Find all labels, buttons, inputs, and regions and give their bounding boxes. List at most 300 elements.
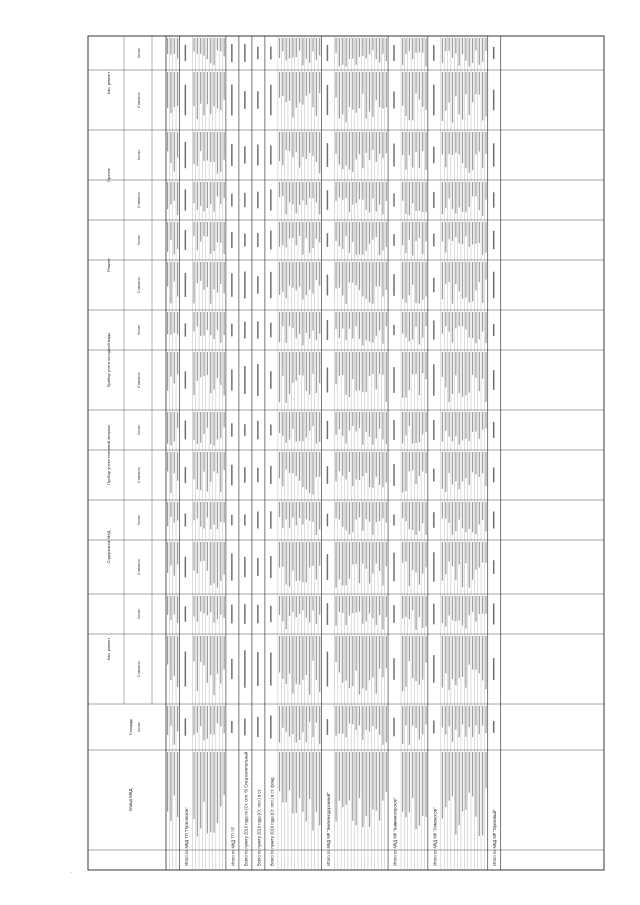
cell-ink [210,222,211,254]
cell-ink [279,38,280,58]
cell-ink [319,452,320,477]
cell-ink [316,72,317,116]
cell-ink [197,596,198,622]
cell-ink [174,262,175,281]
cell-ink [352,38,353,59]
total-cell-ink [231,369,233,390]
cell-ink [369,132,370,160]
cell-ink [289,636,290,673]
cell-ink [309,312,310,339]
cell-ink [422,596,423,628]
cell-ink [356,262,357,285]
cell-ink [472,706,473,737]
cell-ink [422,752,423,816]
total-cell-ink [270,652,272,685]
total-cell-ink [493,604,495,625]
cell-ink [419,706,420,739]
cell-ink [174,706,175,745]
cell-ink [442,222,443,241]
cell-ink [167,596,168,615]
total-cell-ink [493,90,495,111]
cell-ink [412,502,413,530]
cell-ink [479,706,480,734]
cell-ink [292,452,293,473]
total-cell-ink [493,721,495,733]
cell-ink [382,452,383,487]
cell-ink [279,596,280,615]
total-cell-ink [270,556,272,578]
cell-ink [289,412,290,440]
cell-ink [426,132,427,170]
cell-ink [217,352,218,378]
cell-ink [412,452,413,470]
cell-ink [359,542,360,583]
cell-ink [207,752,208,834]
cell-ink [282,752,283,802]
cell-ink [362,312,363,345]
cell-ink [402,182,403,201]
cell-ink [472,312,473,338]
cell-ink [426,312,427,326]
cell-ink [197,752,198,837]
cell-ink [174,636,175,676]
cell-ink [369,636,370,680]
cell-ink [379,412,380,429]
cell-ink [309,352,310,395]
cell-ink [279,706,280,743]
cell-ink [167,312,168,334]
cell-ink [319,412,320,442]
cell-ink [359,752,360,798]
cell-ink [462,312,463,326]
cell-ink [379,262,380,286]
cell-ink [415,596,416,630]
total-cell-ink [493,658,495,680]
cell-ink [342,636,343,683]
cell-ink [485,596,486,614]
cell-ink [306,38,307,59]
cell-ink [462,706,463,724]
cell-ink [422,222,423,254]
cell-ink [412,182,413,203]
cell-ink [342,752,343,807]
cell-ink [462,752,463,811]
cell-ink [405,182,406,214]
cell-ink [312,182,313,198]
cell-ink [422,182,423,212]
cell-ink [349,636,350,688]
cell-ink [299,706,300,740]
cell-ink [412,72,413,120]
cell-ink [452,312,453,343]
cell-ink [445,542,446,574]
cell-ink [346,502,347,530]
cell-ink [339,706,340,733]
cell-ink [203,452,204,472]
cell-ink [452,72,453,123]
cell-ink [372,222,373,240]
cell-ink [352,596,353,613]
cell-ink [485,752,486,788]
header-group: Прочие [106,168,111,182]
header-subcolumn: Стоимость [137,277,141,293]
cell-ink [342,262,343,295]
cell-ink [412,596,413,610]
cell-ink [405,262,406,303]
cell-ink [475,752,476,817]
cell-ink [485,352,486,402]
cell-ink [214,452,215,471]
cell-ink [203,412,204,434]
cell-ink [369,352,370,376]
cell-ink [282,502,283,528]
cell-ink [200,182,201,206]
cell-ink [217,542,218,588]
cell-ink [312,752,313,830]
cell-ink [177,312,178,334]
cell-ink [200,412,201,443]
cell-ink [296,596,297,617]
cell-ink [356,452,357,479]
cell-ink [366,412,367,432]
cell-ink [210,452,211,482]
cell-ink [349,222,350,253]
cell-ink [422,262,423,300]
header-subcolumn: Стоимость [137,467,141,483]
cell-ink [415,132,416,152]
cell-ink [177,38,178,58]
section-total-label: Итого по МКД ТП "Л" [230,826,236,866]
cell-ink [319,706,320,744]
header-subcolumn: Кол-во [137,235,141,245]
cell-ink [279,752,280,791]
cell-ink [279,412,280,433]
cell-ink [386,706,387,742]
cell-ink [402,352,403,398]
cell-ink [339,262,340,288]
cell-ink [174,352,175,384]
cell-ink [217,502,218,529]
cell-ink [465,132,466,168]
cell-ink [362,752,363,827]
cell-ink [339,72,340,118]
cell-ink [203,752,204,802]
cell-ink [479,72,480,95]
cell-ink [412,352,413,374]
cell-ink [339,752,340,801]
cell-ink [376,412,377,438]
cell-ink [170,312,171,335]
total-cell-ink [231,273,233,296]
cell-ink [167,452,168,471]
total-cell-ink [244,424,246,436]
cell-ink [366,752,367,816]
cell-ink [405,38,406,54]
cell-ink [415,262,416,303]
cell-ink [359,132,360,154]
total-cell-ink [257,192,259,209]
cell-ink [472,72,473,102]
cell-ink [302,752,303,812]
cell-ink [286,352,287,403]
section-total-label: Итого по МКД МР "Ореховый" [492,809,498,866]
cell-ink [455,182,456,214]
cell-ink [475,312,476,343]
cell-ink [419,502,420,531]
cell-ink [224,222,225,254]
total-cell-ink [270,371,272,389]
header-group: Кап. ремонт [106,637,111,661]
cell-ink [286,706,287,732]
cell-ink [170,452,171,493]
cell-ink [382,262,383,296]
total-cell-ink [327,514,329,527]
cell-ink [462,452,463,481]
cell-ink [224,312,225,335]
cell-ink [445,72,446,111]
cell-ink [203,262,204,290]
total-cell-ink [185,651,187,686]
cell-ink [379,596,380,615]
cell-ink [207,452,208,492]
cell-ink [306,182,307,205]
cell-ink [415,222,416,241]
cell-ink [366,38,367,58]
cell-ink [339,222,340,246]
section-total-label: Всего по пункту 2016 года (Ст. опл.) в ст. фонд [269,777,275,866]
cell-ink [359,182,360,199]
cell-ink [282,452,283,486]
cell-ink [306,752,307,822]
cell-ink [292,132,293,157]
section-total-label: Всего по пункту 2015 года по (Ст. опл. б) Спец-капитальный [243,751,249,866]
header-group: Содержание МКД [106,530,111,564]
cell-ink [200,312,201,336]
cell-ink [475,706,476,725]
cell-ink [214,38,215,65]
cell-ink [459,636,460,678]
cell-ink [220,412,221,438]
cell-ink [359,312,360,339]
cell-ink [376,312,377,336]
cell-ink [409,352,410,390]
cell-ink [465,636,466,688]
cell-ink [302,706,303,732]
cell-ink [289,132,290,151]
cell-ink [342,38,343,65]
cell-ink [302,38,303,65]
cell-ink [359,502,360,517]
cell-ink [292,596,293,612]
cell-ink [177,412,178,428]
cell-ink [177,132,178,158]
cell-ink [312,596,313,610]
cell-ink [217,262,218,293]
cell-ink [462,636,463,677]
cell-ink [356,72,357,113]
cell-ink [359,596,360,612]
cell-ink [449,352,450,402]
cell-ink [282,412,283,436]
cell-ink [462,132,463,163]
cell-ink [177,452,178,481]
cell-ink [319,72,320,93]
cell-ink [482,452,483,473]
cell-ink [469,636,470,665]
cell-ink [339,542,340,579]
cell-ink [302,636,303,680]
cell-ink [200,752,201,829]
cell-ink [372,752,373,809]
cell-ink [210,706,211,734]
cell-ink [309,262,310,289]
total-cell-ink [493,468,495,483]
cell-ink [309,412,310,431]
cell-ink [369,596,370,614]
cell-ink [193,752,194,819]
cell-ink [193,312,194,331]
cell-ink [197,182,198,210]
cell-ink [479,262,480,282]
cell-ink [452,752,453,796]
cell-ink [455,132,456,153]
total-cell-ink [270,46,272,59]
cell-ink [369,752,370,827]
cell-ink [316,132,317,162]
cell-ink [197,352,198,381]
cell-ink [296,706,297,743]
cell-ink [342,596,343,613]
cell-ink [210,502,211,529]
cell-ink [449,502,450,523]
cell-ink [167,542,168,573]
cell-ink [376,262,377,286]
cell-ink [349,752,350,800]
cell-ink [167,132,168,151]
cell-ink [379,222,380,255]
cell-ink [220,72,221,110]
header-subcolumn: Стоимость [137,372,141,388]
cell-ink [405,452,406,491]
cell-ink [177,752,178,817]
cell-ink [220,132,221,172]
cell-ink [465,222,466,236]
cell-ink [335,596,336,626]
cell-ink [449,412,450,436]
cell-ink [479,312,480,339]
cell-ink [335,72,336,97]
cell-ink [445,412,446,431]
section-total-label: Всего по пункту 2016 года (Ст. опл.) в ст. [256,788,262,866]
cell-ink [203,596,204,613]
cell-ink [312,636,313,661]
cell-ink [419,452,420,476]
cell-ink [335,706,336,736]
cell-ink [299,752,300,798]
cell-ink [224,132,225,160]
cell-ink [177,352,178,374]
cell-ink [412,312,413,339]
cell-ink [442,752,443,818]
cell-ink [292,752,293,814]
cell-ink [386,636,387,668]
cell-ink [167,352,168,391]
total-cell-ink [393,325,395,335]
cell-ink [203,542,204,561]
cell-ink [369,412,370,437]
cell-ink [217,452,218,473]
cell-ink [415,352,416,374]
cell-ink [472,182,473,196]
header-subcolumn: Кол-во [137,48,141,58]
total-cell-ink [257,511,259,528]
cell-ink [485,412,486,428]
cell-ink [472,596,473,612]
cell-ink [316,452,317,477]
cell-ink [402,542,403,563]
cell-ink [442,72,443,121]
cell-ink [356,542,357,564]
cell-ink [452,502,453,535]
cell-ink [282,636,283,679]
cell-ink [217,412,218,440]
cell-ink [335,636,336,662]
cell-ink [482,502,483,520]
total-cell-ink [327,367,329,392]
cell-ink [442,132,443,154]
cell-ink [217,38,218,50]
cell-ink [342,352,343,375]
total-cell-ink [257,144,259,165]
cell-ink [289,502,290,528]
cell-ink [356,752,357,825]
cell-ink [465,262,466,297]
cell-ink [289,38,290,58]
header-row-label: Улица МКД [128,788,133,812]
header-subcolumn: Стоимость [137,661,141,677]
cell-ink [299,636,300,685]
cell-ink [224,72,225,100]
total-cell-ink [393,464,395,486]
cell-ink [452,596,453,620]
total-cell-ink [231,85,233,116]
cell-ink [289,222,290,238]
total-cell-ink [244,91,246,109]
cell-ink [386,222,387,247]
total-cell-ink [257,558,259,576]
total-cell-ink [257,91,259,108]
total-cell-ink [244,366,246,394]
cell-ink [203,636,204,665]
cell-ink [306,706,307,742]
cell-ink [302,412,303,441]
cell-ink [426,412,427,432]
cell-ink [422,72,423,107]
cell-ink [386,312,387,326]
cell-ink [386,352,387,402]
cell-ink [214,132,215,162]
cell-ink [319,596,320,615]
cell-ink [449,312,450,332]
cell-ink [366,596,367,621]
total-cell-ink [231,144,233,166]
cell-ink [299,352,300,375]
cell-ink [455,222,456,237]
cell-ink [346,262,347,304]
total-cell-ink [270,511,272,528]
cell-ink [299,38,300,50]
cell-ink [452,636,453,679]
